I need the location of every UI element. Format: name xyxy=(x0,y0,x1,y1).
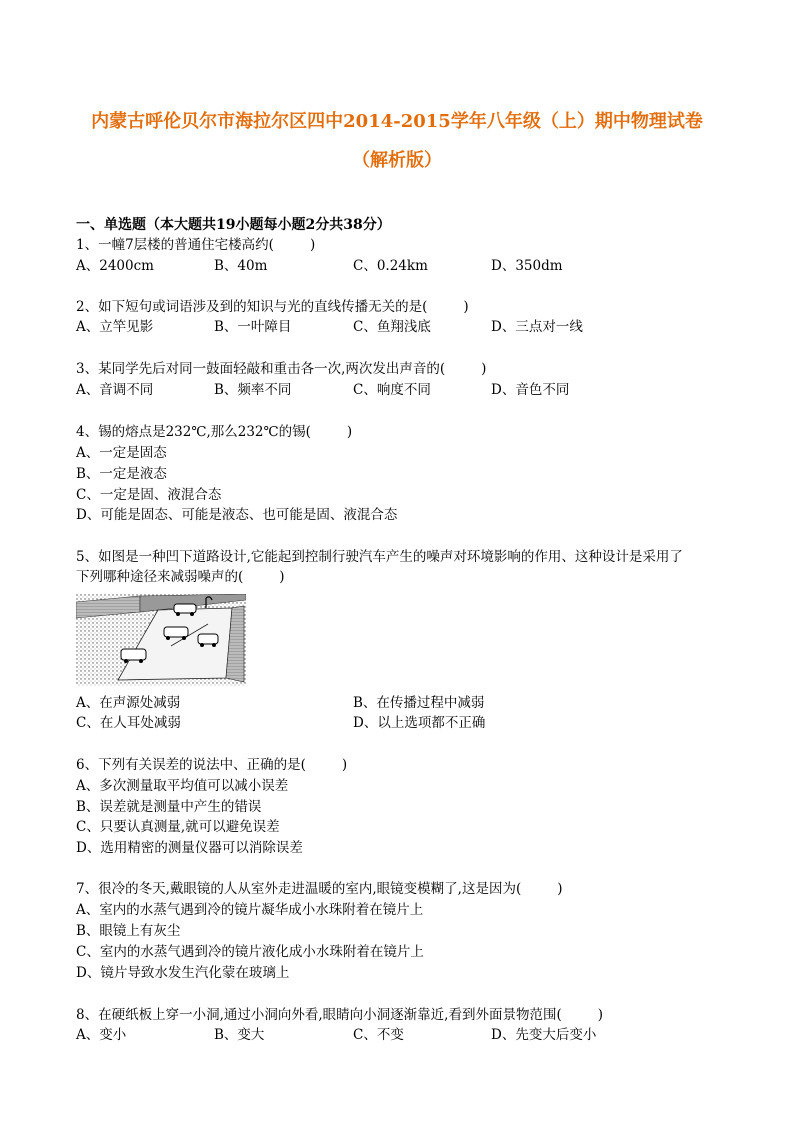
question-5-stem-cont: 下列哪种途径来减弱噪声的( ) xyxy=(76,569,285,585)
question-5-option-d: D、以上选项都不正确 xyxy=(353,715,486,731)
question-8-option-a: A、变小 xyxy=(76,1027,127,1043)
question-2-option-d: D、三点对一线 xyxy=(491,319,583,335)
question-7-stem: 7、很冷的冬天,戴眼镜的人从室外走进温暖的室内,眼镜变模糊了,这是因为( ) xyxy=(76,881,563,897)
question-8-option-b: B、变大 xyxy=(214,1027,265,1043)
question-4-option-c: C、一定是固、液混合态 xyxy=(76,487,222,503)
question-5-stem: 5、如图是一种凹下道路设计,它能起到控制行驶汽车产生的噪声对环境影响的作用、这种设计是采用了 xyxy=(76,549,683,565)
question-1-option-d: D、350dm xyxy=(491,258,563,274)
question-2-option-a: A、立竿见影 xyxy=(76,319,154,335)
document-title: 内蒙古呼伦贝尔市海拉尔区四中2014-2015学年八年级（上）期中物理试卷 xyxy=(91,111,703,132)
question-1-option-a: A、2400cm xyxy=(76,258,154,274)
question-3-option-a: A、音调不同 xyxy=(76,382,154,398)
question-5-option-a: A、在声源处减弱 xyxy=(76,695,181,711)
document-subtitle: （解析版） xyxy=(352,150,442,171)
question-4-option-a: A、一定是固态 xyxy=(76,445,167,461)
question-4-stem: 4、锡的熔点是232℃,那么232℃的锡( ) xyxy=(76,424,353,440)
question-7-option-d: D、镜片导致水发生汽化蒙在玻璃上 xyxy=(76,965,290,981)
question-3-option-c: C、响度不同 xyxy=(353,382,431,398)
question-2-stem: 2、如下短句或词语涉及到的知识与光的直线传播无关的是( ) xyxy=(76,299,469,315)
sunken-road-figure xyxy=(76,594,246,686)
question-7-option-c: C、室内的水蒸气遇到冷的镜片液化成小水珠附着在镜片上 xyxy=(76,944,424,960)
question-6-option-b: B、误差就是测量中产生的错误 xyxy=(76,799,262,815)
question-6-option-c: C、只要认真测量,就可以避免误差 xyxy=(76,819,280,835)
question-5-option-c: C、在人耳处减弱 xyxy=(76,715,181,731)
section-heading: 一、单选题（本大题共19小题每小题2分共38分） xyxy=(76,217,391,233)
question-3-option-d: D、音色不同 xyxy=(491,382,570,398)
question-2-option-b: B、一叶障目 xyxy=(214,319,292,335)
question-8-option-c: C、不变 xyxy=(353,1027,404,1043)
question-6-option-a: A、多次测量取平均值可以减小误差 xyxy=(76,778,289,794)
question-6-option-d: D、选用精密的测量仪器可以消除误差 xyxy=(76,840,303,856)
question-7-option-b: B、眼镜上有灰尘 xyxy=(76,923,181,939)
question-6-stem: 6、下列有关误差的说法中、正确的是( ) xyxy=(76,757,348,773)
question-8-option-d: D、先变大后变小 xyxy=(491,1027,597,1043)
question-3-option-b: B、频率不同 xyxy=(214,382,292,398)
question-1-stem: 1、一幢7层楼的普通住宅楼高约( ) xyxy=(76,237,316,253)
question-4-option-d: D、可能是固态、可能是液态、也可能是固、液混合态 xyxy=(76,507,398,523)
question-1-option-b: B、40m xyxy=(214,258,268,274)
question-7-option-a: A、室内的水蒸气遇到冷的镜片凝华成小水珠附着在镜片上 xyxy=(76,902,424,918)
question-8-stem: 8、在硬纸板上穿一小洞,通过小洞向外看,眼睛向小洞逐渐靠近,看到外面景物范围( ) xyxy=(76,1007,604,1023)
question-5-option-b: B、在传播过程中减弱 xyxy=(353,695,485,711)
question-4-option-b: B、一定是液态 xyxy=(76,466,167,482)
question-3-stem: 3、某同学先后对同一鼓面轻敲和重击各一次,两次发出声音的( ) xyxy=(76,361,487,377)
question-2-option-c: C、鱼翔浅底 xyxy=(353,319,431,335)
question-1-option-c: C、0.24km xyxy=(353,258,428,274)
